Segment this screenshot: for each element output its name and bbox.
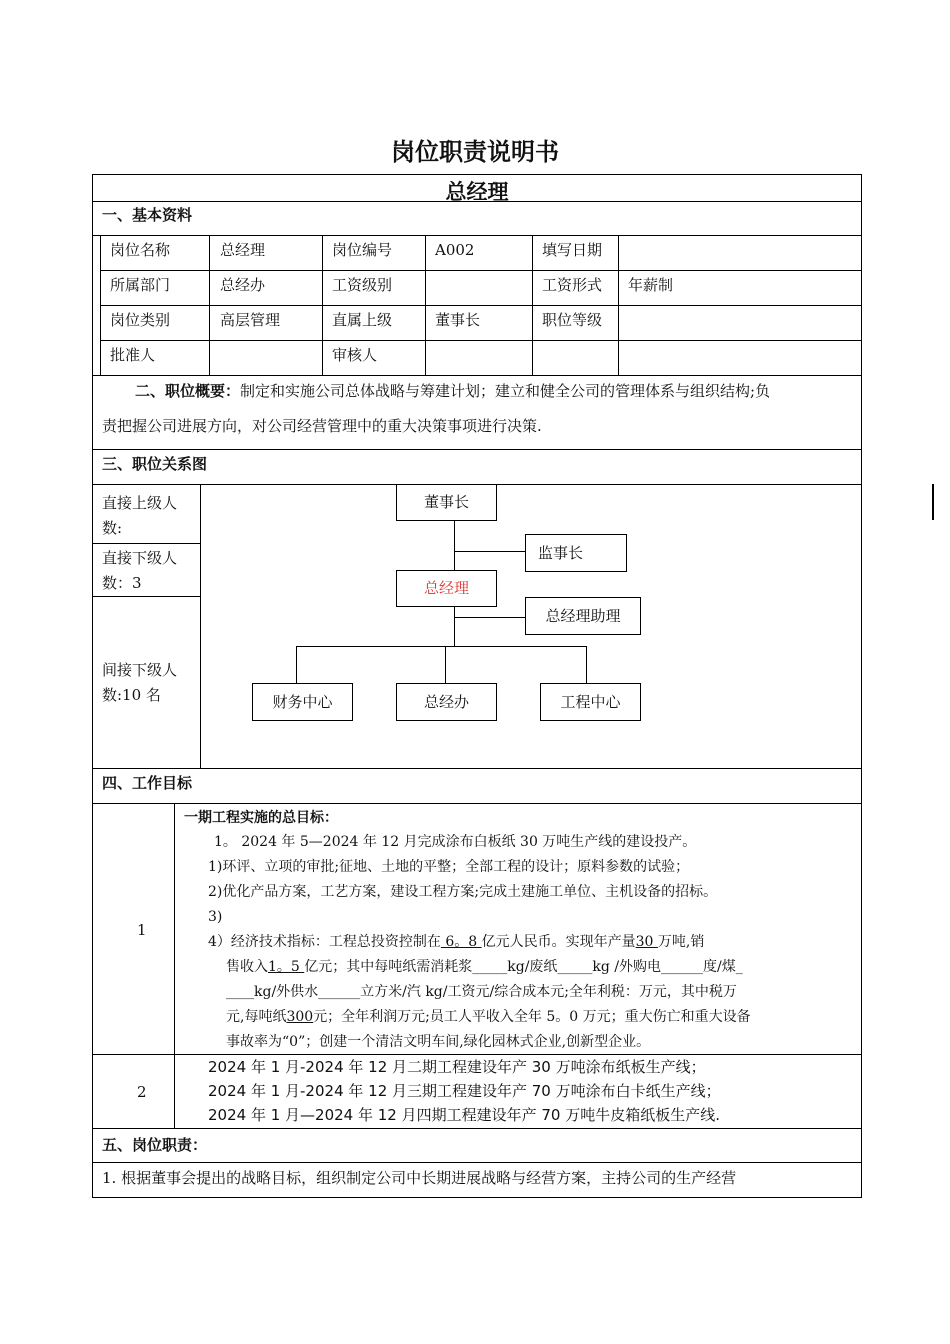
section-relations-heading: 三、职位关系图 bbox=[102, 455, 208, 473]
cell-label: 填写日期 bbox=[542, 241, 603, 259]
goal-text: 元,每吨纸 bbox=[226, 1009, 287, 1025]
goal-line: 1。 2024 年 5—2024 年 12 月完成涂布白板纸 30 万吨生产线的建设投产。 bbox=[214, 834, 697, 850]
divider bbox=[100, 235, 101, 375]
direct-superior-label: 直接上级人 bbox=[102, 494, 178, 512]
goal-row-number: 1 bbox=[137, 921, 147, 939]
org-node-assistant: 总经理助理 bbox=[525, 597, 641, 635]
goal-text: 售收入 bbox=[226, 959, 268, 975]
connector bbox=[454, 520, 455, 570]
cell-value: 总经理 bbox=[220, 241, 266, 259]
divider bbox=[92, 1054, 862, 1055]
goal-value: 300 bbox=[286, 1009, 314, 1025]
connector bbox=[454, 617, 525, 618]
overview-text-1: 制定和实施公司总体战略与筹建计划；建立和健全公司的管理体系与组织结构;负 bbox=[240, 382, 771, 400]
goal-value: 6。8 bbox=[440, 934, 482, 950]
section-duties-heading: 五、岗位职责： bbox=[102, 1136, 208, 1154]
cell-label: 岗位名称 bbox=[110, 241, 171, 259]
divider bbox=[100, 340, 862, 341]
goal-text: 元；全年利润万元;员工人平收入全年 5。0 万元；重大伤亡和重大设备 bbox=[313, 1009, 751, 1025]
cell-value: 年薪制 bbox=[628, 276, 674, 294]
overview-label: 二、职位概要： bbox=[135, 382, 241, 400]
goal-line bbox=[226, 957, 743, 977]
cell-value: A002 bbox=[435, 241, 475, 259]
section-goals-heading: 四、工作目标 bbox=[102, 774, 193, 792]
divider bbox=[92, 1128, 862, 1129]
cell-value: 董事长 bbox=[435, 311, 481, 329]
divider bbox=[618, 235, 619, 375]
org-node-child: 总经办 bbox=[396, 683, 497, 721]
frame-top bbox=[92, 174, 862, 175]
goal-line: 2024 年 1 月-2024 年 12 月三期工程建设年产 70 万吨涂布白卡纸生产线； bbox=[208, 1082, 721, 1100]
cell-value: 高层管理 bbox=[220, 311, 281, 329]
goal-text: 亿元人民币。实现年产量 bbox=[481, 934, 636, 950]
connector bbox=[296, 646, 297, 683]
divider bbox=[92, 449, 862, 450]
divider bbox=[92, 235, 862, 236]
goal-value: 30 bbox=[635, 934, 658, 950]
goal-line bbox=[226, 1007, 751, 1027]
goal-text: 亿元；其中每吨纸需消耗浆_____kg/废纸_____kg /外购电______度/煤_ bbox=[304, 959, 743, 975]
goal-line: 事故率为“0”；创建一个清洁文明车间,绿化园林式企业,创新型企业。 bbox=[226, 1034, 651, 1050]
org-node-child: 财务中心 bbox=[252, 683, 353, 721]
divider bbox=[322, 235, 323, 375]
cell-label: 职位等级 bbox=[542, 311, 603, 329]
frame-bottom bbox=[92, 1197, 862, 1198]
cell-value: 总经办 bbox=[220, 276, 266, 294]
goal-line bbox=[208, 932, 704, 952]
section-basic-heading: 一、基本资料 bbox=[102, 206, 193, 224]
goal-line: ____kg/外供水______立方米/汽 kg/工资元/综合成本元;全年利税：万元，其中税万 bbox=[226, 984, 737, 1000]
divider bbox=[532, 235, 533, 375]
cell-label: 审核人 bbox=[332, 346, 378, 364]
goal-heading: 一期工程实施的总目标： bbox=[184, 810, 338, 826]
org-node-general-manager: 总经理 bbox=[396, 570, 497, 607]
cell-label: 岗位编号 bbox=[332, 241, 393, 259]
divider bbox=[92, 543, 200, 544]
divider bbox=[100, 305, 862, 306]
goal-line: 2024 年 1 月-2024 年 12 月二期工程建设年产 30 万吨涂布纸板生产线； bbox=[208, 1058, 706, 1076]
duty-item: 1. 根据董事会提出的战略目标，组织制定公司中长期进展战略与经营方案，主持公司的生产经营 bbox=[102, 1169, 737, 1187]
goal-text: 4）经济技术指标：工程总投资控制在 bbox=[208, 934, 441, 950]
goal-line: 3) bbox=[208, 909, 223, 925]
connector bbox=[296, 646, 587, 647]
org-node-child: 工程中心 bbox=[540, 683, 641, 721]
direct-subordinate-label: 直接下级人 bbox=[102, 549, 178, 567]
cell-label: 工资形式 bbox=[542, 276, 603, 294]
cell-label: 所属部门 bbox=[110, 276, 171, 294]
post-title: 总经理 bbox=[445, 180, 509, 204]
direct-superior-count: 数: bbox=[102, 519, 123, 537]
divider bbox=[200, 484, 201, 768]
divider bbox=[100, 270, 862, 271]
overview-line-2: 责把握公司进展方向，对公司经营管理中的重大决策事项进行决策. bbox=[102, 417, 542, 435]
connector bbox=[454, 551, 525, 552]
connector bbox=[586, 646, 587, 683]
margin-marker bbox=[932, 484, 934, 520]
goal-row-number: 2 bbox=[137, 1083, 147, 1101]
divider bbox=[92, 596, 200, 597]
goal-text: 万吨,销 bbox=[657, 934, 705, 950]
divider bbox=[92, 375, 862, 376]
cell-label: 工资级别 bbox=[332, 276, 393, 294]
connector bbox=[445, 646, 446, 683]
divider bbox=[92, 768, 862, 769]
divider bbox=[425, 235, 426, 375]
cell-label: 直属上级 bbox=[332, 311, 393, 329]
document-title: 岗位职责说明书 bbox=[391, 138, 559, 166]
direct-subordinate-count: 数：3 bbox=[102, 574, 142, 592]
goal-line: 2024 年 1 月—2024 年 12 月四期工程建设年产 70 万吨牛皮箱纸板生产线. bbox=[208, 1106, 720, 1124]
divider bbox=[209, 235, 210, 375]
divider bbox=[174, 803, 175, 1128]
frame-right bbox=[861, 174, 862, 1197]
indirect-subordinate-count: 数:10 名 bbox=[102, 686, 161, 704]
divider bbox=[92, 201, 862, 202]
goal-value: 1。5 bbox=[268, 959, 305, 975]
goal-line: 2)优化产品方案，工艺方案，建设工程方案;完成土建施工单位、主机设备的招标。 bbox=[208, 884, 718, 900]
goal-line: 1)环评、立项的审批;征地、土地的平整；全部工程的设计；原料参数的试验； bbox=[208, 859, 690, 875]
indirect-subordinate-label: 间接下级人 bbox=[102, 661, 178, 679]
cell-label: 岗位类别 bbox=[110, 311, 171, 329]
cell-label: 批准人 bbox=[110, 346, 156, 364]
org-node-supervisor: 监事长 bbox=[525, 534, 627, 572]
overview-line-1 bbox=[135, 381, 770, 401]
divider bbox=[92, 1162, 862, 1163]
connector bbox=[454, 606, 455, 646]
frame-left bbox=[92, 174, 93, 1197]
org-node-chairman: 董事长 bbox=[396, 484, 497, 521]
divider bbox=[92, 803, 862, 804]
